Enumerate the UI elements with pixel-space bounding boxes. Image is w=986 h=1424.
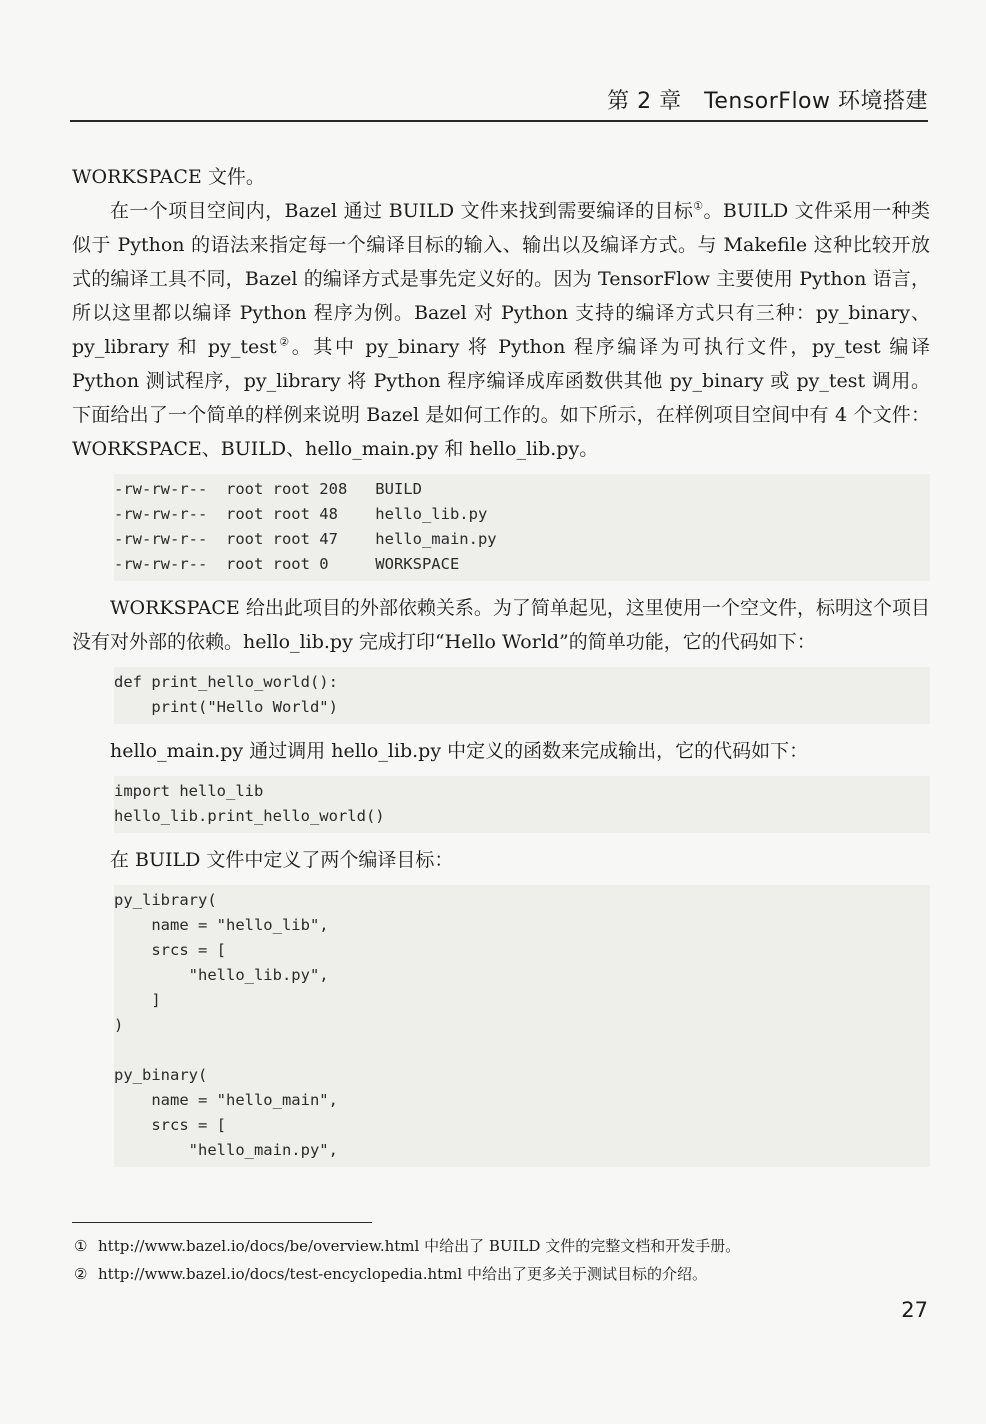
running-header	[70, 82, 928, 122]
page-number: 27	[901, 1298, 928, 1322]
paragraph-build-intro	[72, 194, 930, 466]
footnote-1	[74, 1232, 934, 1260]
footnote-ref-1: ①	[693, 199, 704, 213]
footnotes	[74, 1232, 934, 1288]
code-block-build-file: py_library( name = "hello_lib", srcs = [ "hello_lib.py", ] ) py_binary( name = "hello_main", srcs = [ "hello_main.py",	[114, 885, 930, 1167]
footnote-text: http://www.bazel.io/docs/be/overview.html 中给出了 BUILD 文件的完整文档和开发手册。	[98, 1237, 741, 1255]
code-block-hello-main: import hello_lib hello_lib.print_hello_world()	[114, 776, 930, 833]
code-block-hello-lib: def print_hello_world(): print("Hello World")	[114, 667, 930, 724]
code-block-file-listing: -rw-rw-r-- root root 208 BUILD -rw-rw-r-- root root 48 hello_lib.py -rw-rw-r-- root root 47 hello_main.py -rw-rw-r-- root root 0 WORKSPACE	[114, 474, 930, 581]
footnote-ref-2: ②	[276, 335, 292, 349]
page-body	[72, 160, 930, 1177]
paragraph-text: 。其中 py_binary 将 Python 程序编译为可执行文件，py_test 编译 Python 测试程序，py_library 将 Python 程序编译成库函数供其他 py_binary 或 py_test 调用。下面给出了一个简单的样例来说明 Bazel 是如何工作的。如下所示，在样例项目空间中有 4 个文件：WORKSPACE、BUILD、hello_main.py 和 hello_lib.py。	[72, 336, 930, 460]
footnote-mark: ②	[74, 1265, 88, 1283]
paragraph-hello-main: hello_main.py 通过调用 hello_lib.py 中定义的函数来完成输出，它的代码如下：	[110, 740, 809, 762]
paragraph-workspace: WORKSPACE 文件。	[72, 166, 265, 188]
footnote-mark: ①	[74, 1237, 88, 1255]
paragraph-text: 。BUILD 文件采用一种类似于 Python 的语法来指定每一个编译目标的输入、输出以及编译方式。与 Makefile 这种比较开放式的编译工具不同，Bazel 的编译方式是事先定义好的。因为 TensorFlow 主要使用 Python 语言，所以这里都以编译 Python 程序为例。Bazel 对 Python 支持的编译方式只有三种：py_binary、py_library 和 py_test	[72, 200, 930, 358]
paragraph-build-targets: 在 BUILD 文件中定义了两个编译目标：	[110, 849, 454, 871]
footnote-text: http://www.bazel.io/docs/test-encyclopedia.html 中给出了更多关于测试目标的介绍。	[98, 1265, 707, 1283]
chapter-title: 第 2 章 TensorFlow 环境搭建	[607, 89, 928, 114]
paragraph-text: 在一个项目空间内，Bazel 通过 BUILD 文件来找到需要编译的目标	[110, 200, 694, 222]
footnote-2	[74, 1260, 934, 1288]
paragraph-workspace-desc: WORKSPACE 给出此项目的外部依赖关系。为了简单起见，这里使用一个空文件，标明这个项目没有对外部的依赖。hello_lib.py 完成打印“Hello World”的简单功能，它的代码如下：	[72, 597, 930, 653]
footnote-divider	[72, 1222, 372, 1223]
